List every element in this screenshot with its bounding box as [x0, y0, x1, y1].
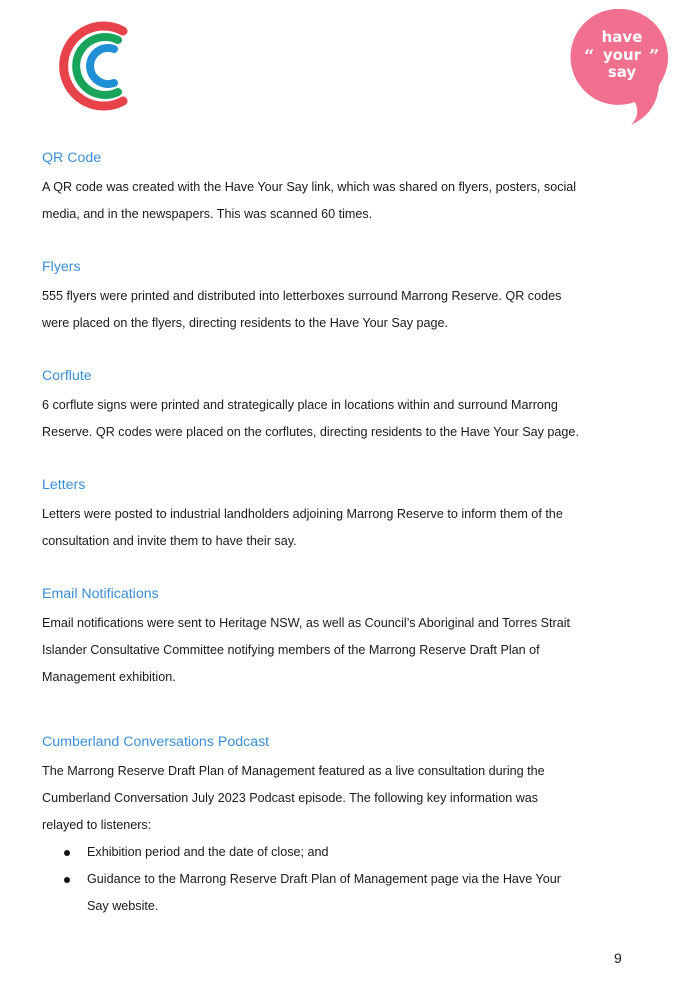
section-flyers: [42, 257, 632, 337]
para-line: were placed on the flyers, directing residents to the Have Your Say page.: [42, 316, 449, 330]
hys-line-your: your: [602, 46, 642, 64]
quote-close-icon: ”: [649, 46, 660, 67]
para-line: media, and in the newspapers. This was scanned 60 times.: [42, 207, 373, 221]
para-line: Email notifications were sent to Heritage NSW, as well as Council’s Aboriginal and Torres Strait: [42, 616, 571, 630]
para-line: Letters were posted to industrial landholders adjoining Marrong Reserve to inform them of the: [42, 507, 563, 521]
section-qr-code: [42, 148, 632, 228]
bullet-list: [42, 839, 632, 920]
have-your-say-logo: [569, 5, 673, 127]
section-heading: Email Notifications: [42, 586, 159, 602]
quote-open-icon: “: [584, 46, 595, 67]
section-email-notifications: [42, 584, 632, 691]
list-item: [42, 839, 632, 866]
para-line: consultation and invite them to have their say.: [42, 534, 297, 548]
para-line: The Marrong Reserve Draft Plan of Management featured as a live consultation during the: [42, 764, 545, 778]
section-heading: QR Code: [42, 150, 102, 166]
para-line: Islander Consultative Committee notifying members of the Marrong Reserve Draft Plan of: [42, 643, 540, 657]
logo-inner-arc: [90, 48, 114, 84]
para-line: 6 corflute signs were printed and strategically place in locations within and surround Marrong: [42, 398, 558, 412]
section-corflute: [42, 366, 632, 446]
document-body: [42, 148, 632, 920]
section-podcast: [42, 732, 632, 920]
para-line: 555 flyers were printed and distributed into letterboxes surround Marrong Reserve. QR codes: [42, 289, 562, 303]
section-heading: Flyers: [42, 259, 81, 275]
para-line: Cumberland Conversation July 2023 Podcast episode. The following key information was: [42, 791, 539, 805]
para-line: Management exhibition.: [42, 670, 176, 684]
council-logo: [46, 14, 142, 118]
bullet-icon: [64, 850, 70, 856]
para-line: relayed to listeners:: [42, 818, 152, 832]
list-item-text: Guidance to the Marrong Reserve Draft Plan of Management page via the Have Your: [87, 872, 561, 886]
list-item-text: Say website.: [87, 899, 159, 913]
para-line: Reserve. QR codes were placed on the corflutes, directing residents to the Have Your Say page.: [42, 425, 579, 439]
section-heading: Corflute: [42, 368, 92, 384]
list-item: [42, 866, 632, 920]
list-item-text: Exhibition period and the date of close; and: [87, 845, 329, 859]
section-heading: Cumberland Conversations Podcast: [42, 734, 270, 750]
section-heading: Letters: [42, 477, 86, 493]
hys-line-say: say: [607, 63, 637, 81]
bullet-icon: [64, 877, 70, 883]
para-line: A QR code was created with the Have Your Say link, which was shared on flyers, posters, social: [42, 180, 577, 194]
section-letters: [42, 475, 632, 555]
page-number: 9: [614, 950, 622, 966]
hys-line-have: have: [601, 28, 643, 46]
